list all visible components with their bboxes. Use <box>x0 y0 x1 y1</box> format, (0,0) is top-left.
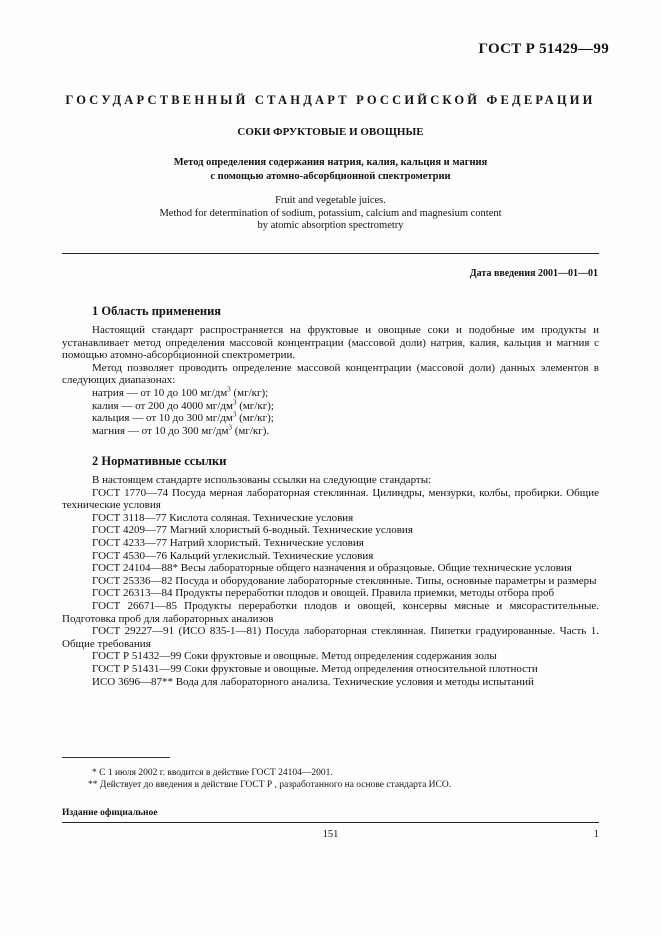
introduction-date: Дата введения 2001—01—01 <box>469 268 598 279</box>
section-1-heading: 1 Область применения <box>92 304 222 318</box>
reference-item: ГОСТ 29227—91 (ИСО 835-1—81) Посуда лабораторная стеклянная. Пипетки градуированные. Часть 1. Общие требования <box>62 625 599 650</box>
footnote-2: ** Действует до введения в действие ГОСТ Р , разработанного на основе стандарта ИСО. <box>88 780 452 790</box>
page-number-right: 1 <box>593 829 599 840</box>
reference-item: ГОСТ 26671—85 Продукты переработки плодов и овощей, консервы мясные и мясорастительные. Подготовка проб для лабораторных анализов <box>62 599 599 625</box>
english-title-line-1: Fruit and vegetable juices. <box>275 195 386 206</box>
document-code: ГОСТ Р 51429—99 <box>478 41 609 57</box>
range-item: магния — от 10 до 300 $мг/дм^3$ (мг/кг). <box>92 423 270 437</box>
document-subtitle <box>62 156 599 184</box>
section-1-paragraph-1: Настоящий стандарт распространяется на фруктовые и овощные соки и подобные им продукты и устанавливает метод определения массовой концентрации (массовой доли) натрия, калия, кальция и магния с помощью атомно-абсорбционной спектрометрии. <box>62 324 599 362</box>
reference-item: ГОСТ Р 51431—99 Соки фруктовые и овощные. Метод определения относительной плотности <box>92 662 538 675</box>
reference-item: ГОСТ 3118—77 Кислота соляная. Технические условия <box>92 511 354 524</box>
reference-item: ГОСТ 4233—77 Натрий хлористый. Технические условия <box>92 536 364 549</box>
title-divider <box>62 253 599 254</box>
range-item: калия — от 200 до 4000 $мг/дм^3$ (мг/кг); <box>92 397 274 412</box>
english-title-line-3: by atomic absorption spectrometry <box>257 220 404 231</box>
section-1-paragraph-2: Метод позволяет проводить определение массовой концентрации (массовой доли) данных элементов в следующих диапазонах: <box>62 361 599 387</box>
range-item: натрия — от 10 до 100 $мг/дм^3$ (мг/кг); <box>92 385 269 399</box>
range-list <box>62 387 599 437</box>
reference-item: ГОСТ 4209—77 Магний хлористый 6-водный. Технические условия <box>92 524 413 537</box>
subtitle-line-1: Метод определения содержания натрия, калия, кальция и магния <box>173 157 488 168</box>
document-title: СОКИ ФРУКТОВЫЕ И ОВОЩНЫЕ <box>237 126 424 138</box>
subtitle-line-2: с помощью атомно-абсорбционной спектрометрии <box>210 171 451 182</box>
state-standard-heading: ГОСУДАРСТВЕННЫЙ СТАНДАРТ РОССИЙСКОЙ ФЕДЕРАЦИИ <box>65 93 596 107</box>
english-title-line-2: Method for determination of sodium, potassium, calcium and magnesium content <box>159 207 502 219</box>
reference-item: ГОСТ 24104—88* Весы лабораторные общего назначения и образцовые. Общие технические условия <box>92 562 572 575</box>
range-item: кальция — от 10 до 300 $мг/дм^3$ (мг/кг); <box>92 410 274 425</box>
reference-item: ГОСТ 1770—74 Посуда мерная лабораторная стеклянная. Цилиндры, мензурки, колбы, пробирки. Общие технические условия <box>62 486 599 512</box>
footnote-divider <box>62 757 170 758</box>
page-number: 151 <box>322 829 339 840</box>
section-1-body <box>62 324 599 437</box>
footer-divider <box>62 822 599 823</box>
section-2-heading: 2 Нормативные ссылки <box>92 454 227 468</box>
section-2-intro: В настоящем стандарте использованы ссылки на следующие стандарты: <box>92 474 432 486</box>
section-2-body <box>62 474 599 688</box>
reference-item: ИСО 3696—87** Вода для лабораторного анализа. Технические условия и методы испытаний <box>92 675 534 688</box>
english-title <box>62 195 599 233</box>
reference-item: ГОСТ Р 51432—99 Соки фруктовые и овощные. Метод определения содержания золы <box>92 650 497 663</box>
edition-label: Издание официальное <box>62 808 158 818</box>
reference-item: ГОСТ 25336—82 Посуда и оборудование лабораторные стеклянные. Типы, основные параметры и размеры <box>92 574 597 587</box>
reference-item: ГОСТ 4530—76 Кальций углекислый. Технические условия <box>92 549 374 562</box>
reference-item: ГОСТ 26313—84 Продукты переработки плодов и овощей. Правила приемки, методы отбора проб <box>92 587 555 600</box>
footnote-1: * С 1 июля 2002 г. вводится в действие ГОСТ 24104—2001. <box>92 768 333 778</box>
